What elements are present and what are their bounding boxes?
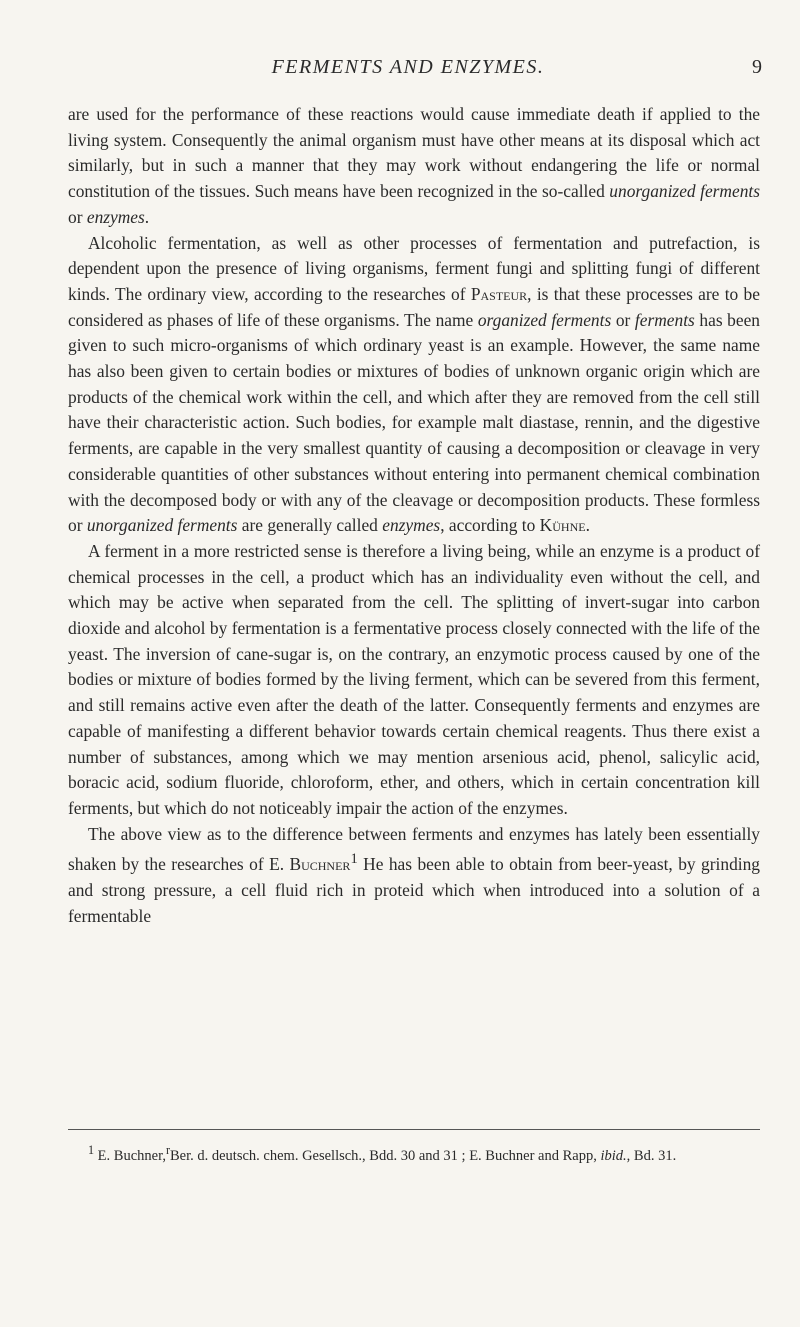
footnote-marker: 1 bbox=[88, 1143, 95, 1157]
footnote-reference: 1 bbox=[350, 851, 358, 868]
body-text bbox=[68, 102, 760, 929]
footnote: $^1$ E. Buchner,$^r$Ber. d. deutsch. chem. Gesellsch., Bdd. 30 and 31 ; E. Buchner and Rapp, ibid., Bd. 31. bbox=[88, 1143, 677, 1164]
paragraph-1: are used for the performance of these reactions would cause immediate death if applied to the living system. Consequently the animal organism must have other means at its disposal which act similarly, but in such a manner that they may work without endangering the life or normal constitution of the tissues. Such means have been recognized in the so-called unorganized ferments or enzymes. bbox=[68, 104, 760, 227]
running-title: FERMENTS AND ENZYMES. bbox=[271, 56, 545, 78]
page-number: 9 bbox=[752, 56, 762, 78]
paragraph-4: The above view as to the difference between ferments and enzymes has lately been essentially shaken by the researches of E. Buchner$^1$ He has been able to obtain from beer-yeast, by grinding and strong pressure, a cell fluid rich in proteid which when introduced into a solution of a fermentable bbox=[68, 823, 760, 926]
paragraph-2: Alcoholic fermentation, as well as other processes of fermentation and putrefaction, is dependent upon the presence of living organisms, ferment fungi and splitting fungi of different kinds. The ordinary view, according to the researches of Pasteur, is that these processes are to be considered as phases of life of these organisms. The name organized ferments or ferments has been given to such micro-organisms of which ordinary yeast is an example. However, the same name has also been given to certain bodies or mixtures of bodies of unknown organic origin which are products of the chemical work within the cell, and which after they are removed from the cell still have their characteristic action. Such bodies, for example malt diastase, rennin, and the digestive ferments, are capable in the very smallest quantity of causing a decomposition or cleavage in very considerable quantities of other substances without entering into permanent chemical combination with the decomposed body or with any of the cleavage or decomposition products. These formless or unorganized ferments are generally called enzymes, according to Kühne. bbox=[68, 232, 760, 536]
footnote-divider bbox=[68, 1129, 760, 1130]
paragraph-3: A ferment in a more restricted sense is therefore a living being, while an enzyme is a product of chemical processes in the cell, a product which has an individuality even without the cell, and which may be active when separated from the cell. The splitting of invert-sugar into carbon dioxide and alcohol by fermentation is a fermentative process closely connected with the life of the yeast. The inversion of cane-sugar is, on the contrary, an enzymotic process caused by one of the bodies or mixture of bodies formed by the living ferment, which can be severed from this ferment, and still remains active even after the death of the latter. Consequently ferments and enzymes are capable of manifesting a different behavior towards certain chemical reagents. Thus there exist a number of substances, among which we may mention arsenious acid, phenol, salicylic acid, boracic acid, sodium fluoride, chloroform, ether, and others, which in certain concentration kill ferments, but which do not noticeably impair the action of the enzymes. bbox=[68, 540, 760, 818]
